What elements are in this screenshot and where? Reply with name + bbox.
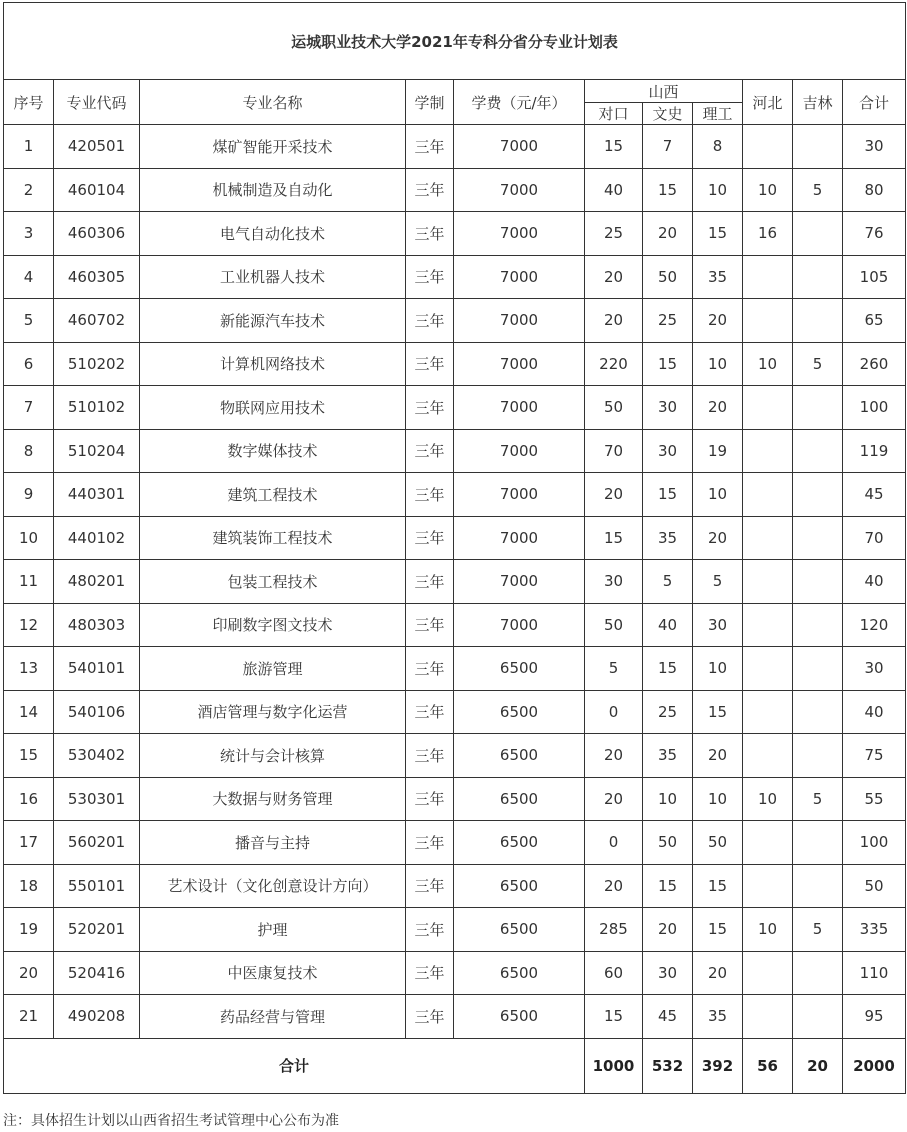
table-row xyxy=(4,168,906,212)
cell-hebei xyxy=(743,951,793,995)
cell-hebei xyxy=(743,299,793,343)
total-total: 2000 xyxy=(843,1038,906,1093)
cell-total: 95 xyxy=(843,995,906,1039)
header-hebei: 河北 xyxy=(743,80,793,125)
cell-seq: 17 xyxy=(4,821,54,865)
table-row xyxy=(4,473,906,517)
cell-seq: 4 xyxy=(4,255,54,299)
cell-ligong: 10 xyxy=(693,777,743,821)
cell-hebei xyxy=(743,386,793,430)
table-row xyxy=(4,299,906,343)
cell-seq: 14 xyxy=(4,690,54,734)
cell-hebei xyxy=(743,125,793,169)
cell-duration: 三年 xyxy=(406,908,454,952)
cell-name: 工业机器人技术 xyxy=(140,255,406,299)
cell-fee: 7000 xyxy=(454,255,585,299)
cell-duration: 三年 xyxy=(406,168,454,212)
cell-fee: 6500 xyxy=(454,777,585,821)
cell-fee: 7000 xyxy=(454,212,585,256)
cell-total: 105 xyxy=(843,255,906,299)
cell-duration: 三年 xyxy=(406,429,454,473)
cell-duikou: 15 xyxy=(585,995,643,1039)
cell-wenshi: 15 xyxy=(643,647,693,691)
header-name: 专业名称 xyxy=(140,80,406,125)
cell-fee: 6500 xyxy=(454,647,585,691)
cell-name: 物联网应用技术 xyxy=(140,386,406,430)
cell-duikou: 15 xyxy=(585,516,643,560)
cell-code: 520201 xyxy=(54,908,140,952)
cell-total: 55 xyxy=(843,777,906,821)
cell-fee: 7000 xyxy=(454,516,585,560)
cell-hebei xyxy=(743,516,793,560)
cell-duikou: 50 xyxy=(585,603,643,647)
cell-duration: 三年 xyxy=(406,864,454,908)
cell-wenshi: 20 xyxy=(643,908,693,952)
cell-seq: 6 xyxy=(4,342,54,386)
header-duration: 学制 xyxy=(406,80,454,125)
cell-duration: 三年 xyxy=(406,212,454,256)
header-wenshi: 文史 xyxy=(643,103,693,125)
header-row xyxy=(4,80,906,103)
cell-name: 电气自动化技术 xyxy=(140,212,406,256)
cell-code: 520416 xyxy=(54,951,140,995)
cell-ligong: 15 xyxy=(693,690,743,734)
cell-fee: 7000 xyxy=(454,342,585,386)
cell-seq: 20 xyxy=(4,951,54,995)
table-title: 运城职业技术大学2021年专科分省分专业计划表 xyxy=(4,3,906,80)
cell-total: 40 xyxy=(843,560,906,604)
cell-seq: 1 xyxy=(4,125,54,169)
cell-wenshi: 7 xyxy=(643,125,693,169)
cell-name: 酒店管理与数字化运营 xyxy=(140,690,406,734)
cell-jilin xyxy=(793,255,843,299)
header-total: 合计 xyxy=(843,80,906,125)
cell-jilin xyxy=(793,951,843,995)
header-shanxi: 山西 xyxy=(585,80,743,103)
cell-fee: 6500 xyxy=(454,821,585,865)
cell-hebei xyxy=(743,429,793,473)
cell-wenshi: 50 xyxy=(643,255,693,299)
cell-code: 560201 xyxy=(54,821,140,865)
table-row xyxy=(4,777,906,821)
cell-jilin xyxy=(793,125,843,169)
cell-duration: 三年 xyxy=(406,821,454,865)
cell-code: 460702 xyxy=(54,299,140,343)
cell-duration: 三年 xyxy=(406,690,454,734)
total-hebei: 56 xyxy=(743,1038,793,1093)
cell-total: 100 xyxy=(843,821,906,865)
cell-ligong: 5 xyxy=(693,560,743,604)
cell-fee: 6500 xyxy=(454,908,585,952)
cell-hebei: 10 xyxy=(743,908,793,952)
cell-jilin xyxy=(793,603,843,647)
cell-duration: 三年 xyxy=(406,560,454,604)
cell-jilin xyxy=(793,995,843,1039)
cell-duikou: 25 xyxy=(585,212,643,256)
cell-code: 440301 xyxy=(54,473,140,517)
cell-fee: 6500 xyxy=(454,995,585,1039)
cell-jilin: 5 xyxy=(793,342,843,386)
cell-name: 大数据与财务管理 xyxy=(140,777,406,821)
cell-hebei xyxy=(743,734,793,778)
cell-fee: 6500 xyxy=(454,690,585,734)
cell-seq: 8 xyxy=(4,429,54,473)
cell-duikou: 20 xyxy=(585,473,643,517)
cell-code: 540106 xyxy=(54,690,140,734)
table-row xyxy=(4,429,906,473)
cell-duration: 三年 xyxy=(406,734,454,778)
cell-jilin: 5 xyxy=(793,908,843,952)
header-fee: 学费（元/年） xyxy=(454,80,585,125)
cell-jilin xyxy=(793,212,843,256)
cell-code: 540101 xyxy=(54,647,140,691)
cell-wenshi: 15 xyxy=(643,342,693,386)
cell-wenshi: 10 xyxy=(643,777,693,821)
cell-jilin xyxy=(793,386,843,430)
cell-seq: 7 xyxy=(4,386,54,430)
cell-ligong: 35 xyxy=(693,255,743,299)
cell-total: 75 xyxy=(843,734,906,778)
cell-seq: 11 xyxy=(4,560,54,604)
cell-duration: 三年 xyxy=(406,603,454,647)
cell-duration: 三年 xyxy=(406,299,454,343)
cell-ligong: 15 xyxy=(693,908,743,952)
cell-ligong: 10 xyxy=(693,647,743,691)
cell-seq: 10 xyxy=(4,516,54,560)
cell-fee: 7000 xyxy=(454,603,585,647)
cell-duikou: 15 xyxy=(585,125,643,169)
table-row xyxy=(4,386,906,430)
table-row xyxy=(4,864,906,908)
cell-code: 460104 xyxy=(54,168,140,212)
cell-code: 460306 xyxy=(54,212,140,256)
cell-code: 550101 xyxy=(54,864,140,908)
cell-fee: 6500 xyxy=(454,864,585,908)
cell-wenshi: 15 xyxy=(643,168,693,212)
header-ligong: 理工 xyxy=(693,103,743,125)
cell-duration: 三年 xyxy=(406,777,454,821)
cell-seq: 18 xyxy=(4,864,54,908)
cell-duration: 三年 xyxy=(406,125,454,169)
table-row xyxy=(4,951,906,995)
cell-name: 统计与会计核算 xyxy=(140,734,406,778)
cell-duikou: 60 xyxy=(585,951,643,995)
cell-total: 65 xyxy=(843,299,906,343)
cell-total: 45 xyxy=(843,473,906,517)
cell-jilin xyxy=(793,560,843,604)
cell-ligong: 10 xyxy=(693,168,743,212)
cell-name: 新能源汽车技术 xyxy=(140,299,406,343)
cell-code: 440102 xyxy=(54,516,140,560)
cell-duikou: 50 xyxy=(585,386,643,430)
cell-name: 煤矿智能开采技术 xyxy=(140,125,406,169)
cell-seq: 13 xyxy=(4,647,54,691)
table-row xyxy=(4,647,906,691)
cell-name: 播音与主持 xyxy=(140,821,406,865)
enrollment-plan-container xyxy=(3,2,905,1094)
cell-code: 510102 xyxy=(54,386,140,430)
cell-wenshi: 30 xyxy=(643,429,693,473)
table-row xyxy=(4,516,906,560)
table-row xyxy=(4,995,906,1039)
header-jilin: 吉林 xyxy=(793,80,843,125)
cell-duration: 三年 xyxy=(406,951,454,995)
cell-code: 490208 xyxy=(54,995,140,1039)
cell-duration: 三年 xyxy=(406,255,454,299)
cell-ligong: 50 xyxy=(693,821,743,865)
cell-ligong: 15 xyxy=(693,864,743,908)
cell-wenshi: 50 xyxy=(643,821,693,865)
cell-code: 530301 xyxy=(54,777,140,821)
cell-hebei xyxy=(743,821,793,865)
cell-total: 30 xyxy=(843,647,906,691)
table-row xyxy=(4,125,906,169)
cell-wenshi: 25 xyxy=(643,299,693,343)
cell-name: 机械制造及自动化 xyxy=(140,168,406,212)
cell-duikou: 5 xyxy=(585,647,643,691)
cell-ligong: 20 xyxy=(693,951,743,995)
cell-seq: 15 xyxy=(4,734,54,778)
cell-wenshi: 20 xyxy=(643,212,693,256)
cell-name: 数字媒体技术 xyxy=(140,429,406,473)
totals-row xyxy=(4,1038,906,1093)
header-code: 专业代码 xyxy=(54,80,140,125)
total-wenshi: 532 xyxy=(643,1038,693,1093)
cell-fee: 7000 xyxy=(454,560,585,604)
cell-total: 260 xyxy=(843,342,906,386)
cell-ligong: 20 xyxy=(693,734,743,778)
cell-code: 530402 xyxy=(54,734,140,778)
cell-name: 建筑装饰工程技术 xyxy=(140,516,406,560)
cell-jilin xyxy=(793,516,843,560)
cell-seq: 12 xyxy=(4,603,54,647)
cell-duration: 三年 xyxy=(406,516,454,560)
cell-duikou: 20 xyxy=(585,864,643,908)
cell-total: 335 xyxy=(843,908,906,952)
cell-duikou: 285 xyxy=(585,908,643,952)
cell-duikou: 30 xyxy=(585,560,643,604)
cell-total: 80 xyxy=(843,168,906,212)
cell-code: 480303 xyxy=(54,603,140,647)
cell-name: 建筑工程技术 xyxy=(140,473,406,517)
cell-duikou: 20 xyxy=(585,255,643,299)
cell-wenshi: 5 xyxy=(643,560,693,604)
cell-duration: 三年 xyxy=(406,342,454,386)
table-row xyxy=(4,560,906,604)
cell-seq: 19 xyxy=(4,908,54,952)
cell-jilin xyxy=(793,734,843,778)
cell-ligong: 35 xyxy=(693,995,743,1039)
cell-wenshi: 30 xyxy=(643,951,693,995)
cell-code: 480201 xyxy=(54,560,140,604)
cell-jilin xyxy=(793,473,843,517)
cell-code: 420501 xyxy=(54,125,140,169)
cell-name: 中医康复技术 xyxy=(140,951,406,995)
enrollment-plan-table xyxy=(3,2,906,1094)
cell-duration: 三年 xyxy=(406,386,454,430)
total-duikou: 1000 xyxy=(585,1038,643,1093)
cell-total: 30 xyxy=(843,125,906,169)
cell-duikou: 40 xyxy=(585,168,643,212)
table-row xyxy=(4,212,906,256)
cell-wenshi: 25 xyxy=(643,690,693,734)
cell-total: 50 xyxy=(843,864,906,908)
cell-name: 印刷数字图文技术 xyxy=(140,603,406,647)
cell-total: 70 xyxy=(843,516,906,560)
cell-seq: 2 xyxy=(4,168,54,212)
cell-duration: 三年 xyxy=(406,473,454,517)
cell-wenshi: 15 xyxy=(643,864,693,908)
cell-seq: 5 xyxy=(4,299,54,343)
cell-wenshi: 40 xyxy=(643,603,693,647)
cell-fee: 7000 xyxy=(454,386,585,430)
cell-total: 110 xyxy=(843,951,906,995)
cell-hebei xyxy=(743,647,793,691)
cell-jilin xyxy=(793,690,843,734)
cell-jilin: 5 xyxy=(793,777,843,821)
cell-duikou: 0 xyxy=(585,821,643,865)
cell-hebei xyxy=(743,603,793,647)
cell-duikou: 20 xyxy=(585,734,643,778)
totals-label: 合计 xyxy=(4,1038,585,1093)
cell-seq: 21 xyxy=(4,995,54,1039)
cell-fee: 7000 xyxy=(454,125,585,169)
cell-duikou: 220 xyxy=(585,342,643,386)
cell-jilin xyxy=(793,864,843,908)
cell-hebei: 10 xyxy=(743,777,793,821)
table-row xyxy=(4,255,906,299)
cell-hebei: 10 xyxy=(743,342,793,386)
cell-wenshi: 15 xyxy=(643,473,693,517)
table-row xyxy=(4,821,906,865)
cell-code: 510202 xyxy=(54,342,140,386)
cell-ligong: 10 xyxy=(693,342,743,386)
cell-hebei xyxy=(743,690,793,734)
cell-duikou: 20 xyxy=(585,299,643,343)
cell-hebei xyxy=(743,560,793,604)
cell-wenshi: 35 xyxy=(643,516,693,560)
cell-ligong: 20 xyxy=(693,386,743,430)
cell-name: 计算机网络技术 xyxy=(140,342,406,386)
cell-hebei xyxy=(743,995,793,1039)
cell-code: 510204 xyxy=(54,429,140,473)
cell-duikou: 0 xyxy=(585,690,643,734)
cell-fee: 7000 xyxy=(454,299,585,343)
cell-ligong: 19 xyxy=(693,429,743,473)
cell-seq: 3 xyxy=(4,212,54,256)
cell-duration: 三年 xyxy=(406,647,454,691)
cell-wenshi: 35 xyxy=(643,734,693,778)
cell-hebei xyxy=(743,473,793,517)
cell-wenshi: 30 xyxy=(643,386,693,430)
cell-total: 76 xyxy=(843,212,906,256)
cell-ligong: 20 xyxy=(693,299,743,343)
cell-duration: 三年 xyxy=(406,995,454,1039)
cell-name: 旅游管理 xyxy=(140,647,406,691)
table-row xyxy=(4,342,906,386)
footnote: 注：具体招生计划以山西省招生考试管理中心公布为准 xyxy=(3,1113,339,1129)
cell-code: 460305 xyxy=(54,255,140,299)
table-row xyxy=(4,734,906,778)
table-row xyxy=(4,690,906,734)
cell-fee: 6500 xyxy=(454,951,585,995)
cell-jilin xyxy=(793,429,843,473)
total-jilin: 20 xyxy=(793,1038,843,1093)
cell-total: 40 xyxy=(843,690,906,734)
cell-fee: 7000 xyxy=(454,473,585,517)
cell-jilin: 5 xyxy=(793,168,843,212)
cell-jilin xyxy=(793,821,843,865)
cell-ligong: 20 xyxy=(693,516,743,560)
cell-fee: 6500 xyxy=(454,734,585,778)
cell-total: 119 xyxy=(843,429,906,473)
cell-fee: 7000 xyxy=(454,168,585,212)
table-row xyxy=(4,908,906,952)
cell-hebei xyxy=(743,864,793,908)
cell-jilin xyxy=(793,647,843,691)
table-row xyxy=(4,603,906,647)
header-duikou: 对口 xyxy=(585,103,643,125)
cell-name: 包装工程技术 xyxy=(140,560,406,604)
cell-duikou: 20 xyxy=(585,777,643,821)
cell-jilin xyxy=(793,299,843,343)
cell-ligong: 15 xyxy=(693,212,743,256)
cell-ligong: 8 xyxy=(693,125,743,169)
cell-ligong: 10 xyxy=(693,473,743,517)
cell-seq: 16 xyxy=(4,777,54,821)
cell-hebei: 16 xyxy=(743,212,793,256)
cell-duikou: 70 xyxy=(585,429,643,473)
cell-name: 药品经营与管理 xyxy=(140,995,406,1039)
cell-seq: 9 xyxy=(4,473,54,517)
cell-ligong: 30 xyxy=(693,603,743,647)
cell-fee: 7000 xyxy=(454,429,585,473)
total-ligong: 392 xyxy=(693,1038,743,1093)
cell-wenshi: 45 xyxy=(643,995,693,1039)
cell-hebei xyxy=(743,255,793,299)
cell-total: 100 xyxy=(843,386,906,430)
cell-hebei: 10 xyxy=(743,168,793,212)
header-seq: 序号 xyxy=(4,80,54,125)
cell-name: 护理 xyxy=(140,908,406,952)
cell-name: 艺术设计（文化创意设计方向） xyxy=(140,864,406,908)
cell-total: 120 xyxy=(843,603,906,647)
